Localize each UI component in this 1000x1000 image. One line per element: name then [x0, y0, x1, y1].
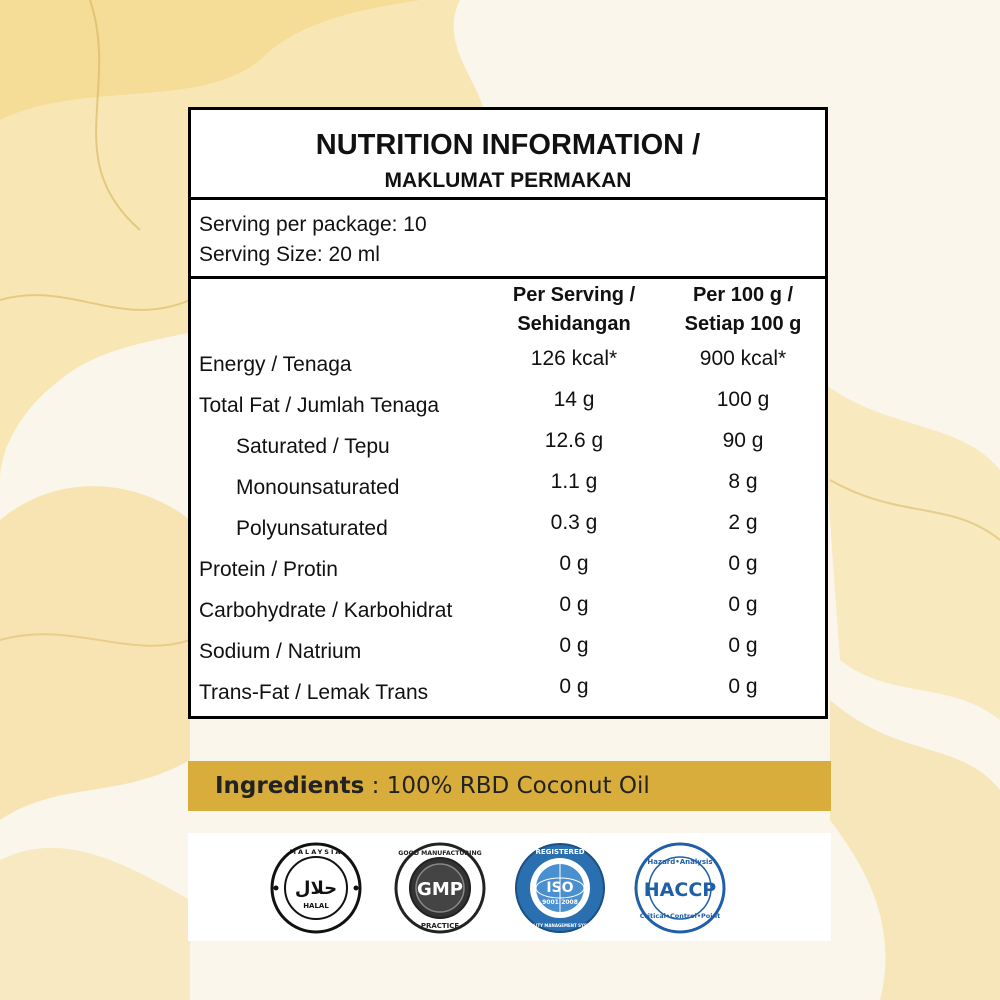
haccp-center-text: HACCP — [643, 879, 717, 901]
ingredients-value: 100% RBD Coconut Oil — [386, 773, 650, 799]
iso-bottom-text: QUALITY MANAGEMENT SYSTEM — [523, 923, 597, 928]
row-per-serving: 14 g — [553, 388, 595, 411]
row-per-100g: 0 g — [728, 593, 758, 616]
halal-ring-text: MALAYSIA — [289, 848, 343, 856]
haccp-bottom-text: Critical•Control•Point — [639, 912, 721, 920]
table-row — [191, 468, 825, 509]
row-per-serving: 0 g — [559, 634, 589, 657]
iso-center-text: ISO — [546, 880, 574, 896]
table-row — [191, 386, 825, 427]
row-label: Saturated / Tepu — [236, 435, 390, 458]
serving-info — [191, 200, 825, 279]
iso-number: 9001:2008 — [542, 899, 578, 906]
row-label: Protein / Protin — [199, 558, 338, 581]
header-per-serving — [491, 281, 657, 339]
row-per-100g: 0 g — [728, 675, 758, 698]
table-row — [191, 427, 825, 468]
row-per-serving: 0 g — [559, 675, 589, 698]
row-per-100g: 900 kcal* — [699, 347, 787, 370]
iso-top-text: REGISTERED — [535, 848, 585, 856]
row-label: Total Fat / Jumlah Tenaga — [199, 394, 440, 417]
row-label: Sodium / Natrium — [199, 640, 362, 663]
certification-strip — [188, 833, 831, 941]
halal-text: HALAL — [303, 902, 329, 910]
ingredients-band — [188, 761, 831, 811]
row-per-100g: 2 g — [728, 511, 758, 534]
row-per-100g: 100 g — [716, 388, 770, 411]
header-per-100g — [663, 281, 823, 339]
title-line-1: NUTRITION INFORMATION / — [315, 129, 701, 161]
row-per-serving: 1.1 g — [550, 470, 598, 493]
row-per-100g: 8 g — [728, 470, 758, 493]
row-per-100g: 90 g — [722, 429, 764, 452]
halal-arabic: حلال — [294, 878, 338, 899]
table-row — [191, 345, 825, 386]
table-row — [191, 591, 825, 632]
header-per-serving-line2: Sehidangan — [517, 313, 631, 335]
serving-per-package: Serving per package: 10 — [199, 213, 427, 236]
table-row — [191, 632, 825, 673]
row-label: Energy / Tenaga — [199, 353, 352, 376]
row-label: Carbohydrate / Karbohidrat — [199, 599, 453, 622]
gmp-center-text: GMP — [417, 879, 463, 900]
haccp-top-text: Hazard•Analysis — [647, 858, 713, 866]
row-per-serving: 0 g — [559, 593, 589, 616]
row-label: Trans-Fat / Lemak Trans — [199, 681, 429, 704]
nutrition-title — [191, 110, 825, 200]
row-per-serving: 0.3 g — [550, 511, 598, 534]
haccp-logo-icon — [634, 842, 726, 934]
header-per-serving-line1: Per Serving / — [512, 284, 636, 306]
table-row — [191, 673, 825, 714]
table-row — [191, 509, 825, 550]
title-line-2: MAKLUMAT PERMAKAN — [384, 169, 632, 192]
ingredients-separator: : — [364, 773, 387, 799]
row-per-serving: 126 kcal* — [530, 347, 618, 370]
row-label: Polyunsaturated — [236, 517, 388, 540]
halal-logo-icon — [270, 842, 362, 934]
serving-size: Serving Size: 20 ml — [199, 243, 380, 266]
row-per-100g: 0 g — [728, 552, 758, 575]
row-per-serving: 12.6 g — [544, 429, 604, 452]
row-label: Monounsaturated — [236, 476, 400, 499]
row-per-serving: 0 g — [559, 552, 589, 575]
nutrition-panel — [188, 107, 828, 719]
iso-logo-icon — [514, 842, 606, 934]
ingredients-label: Ingredients — [215, 773, 365, 799]
header-per-100g-line2: Setiap 100 g — [684, 313, 802, 335]
header-per-100g-line1: Per 100 g / — [692, 284, 794, 306]
gmp-ring-top: GOOD MANUFACTURING — [398, 850, 482, 857]
gmp-ring-bottom: PRACTICE — [420, 922, 460, 930]
table-row — [191, 550, 825, 591]
gmp-logo-icon — [394, 842, 486, 934]
row-per-100g: 0 g — [728, 634, 758, 657]
